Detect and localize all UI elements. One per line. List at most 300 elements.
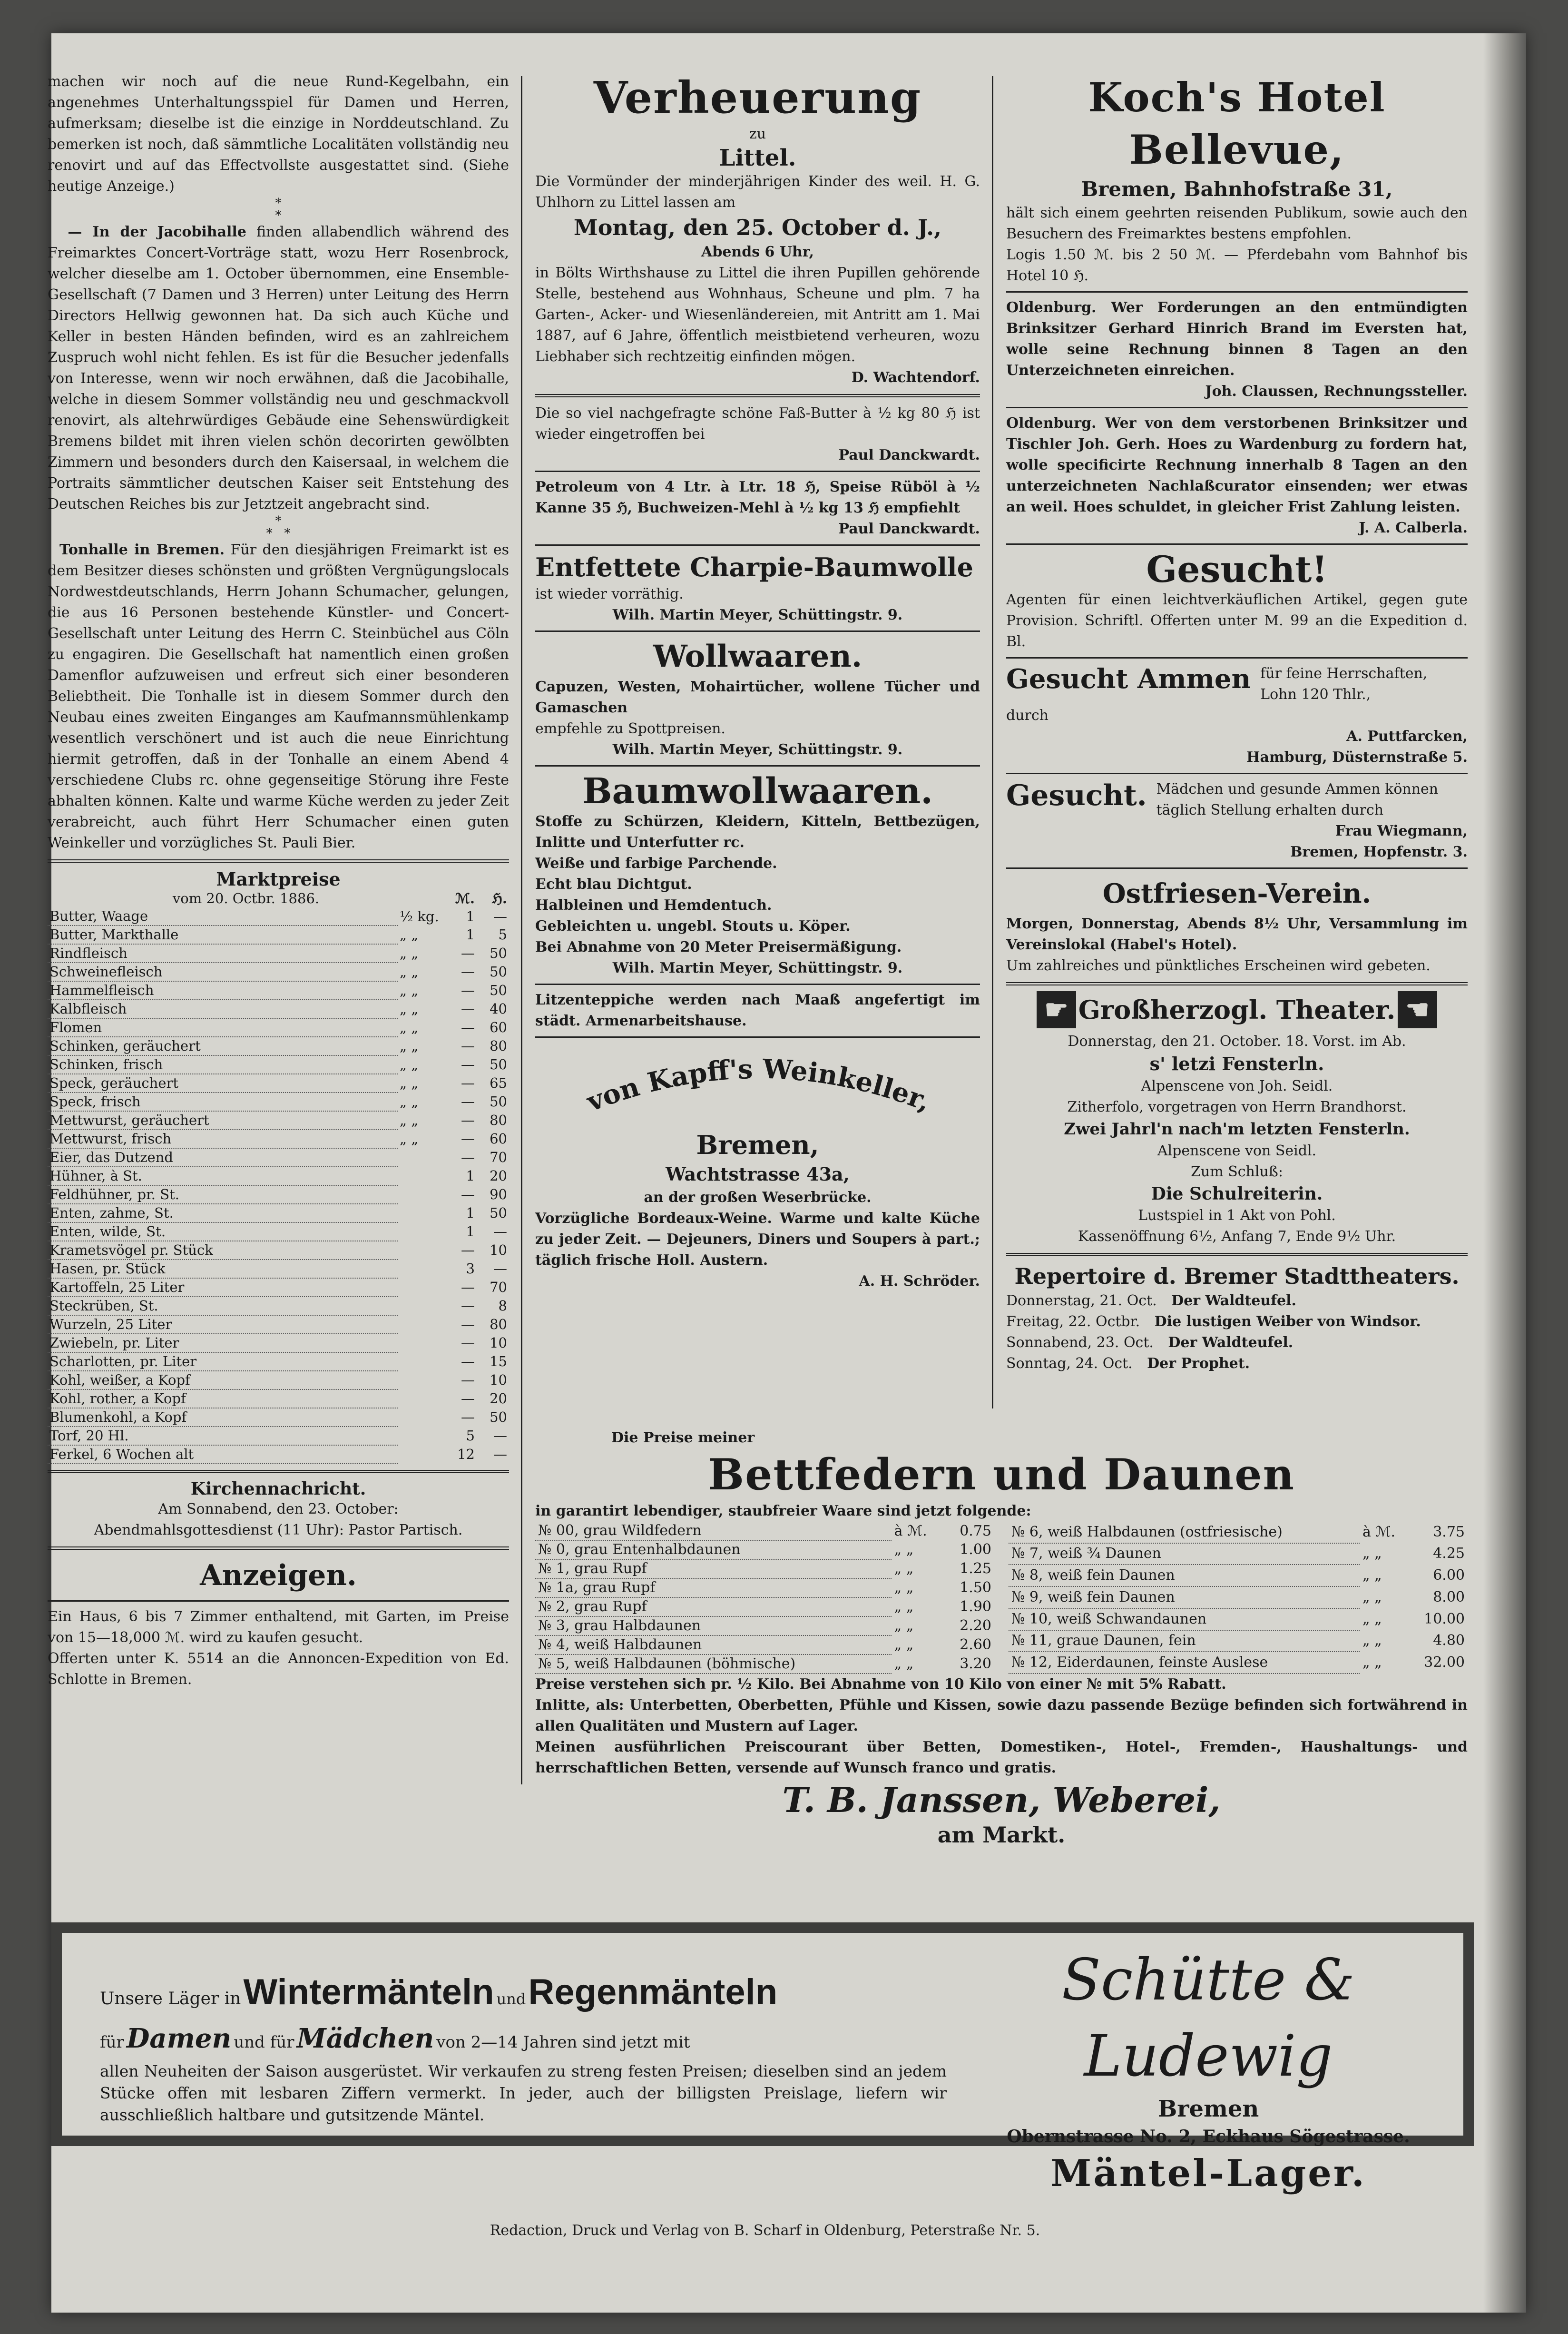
maentel-ad xyxy=(51,1922,1474,2195)
rule xyxy=(535,630,980,632)
maentel-subline: für Damen und für Mädchen von 2—14 Jahren sind jetzt mit xyxy=(100,2023,690,2054)
rule xyxy=(1006,1253,1468,1256)
bettfedern-text: Meinen ausführlichen Preiscourant über Betten, Domestiken-, Hotel-, Fremden-, Haushaltungs- und herrschaftlichen Betten, versende auf Wunsch franco und gratis. xyxy=(535,1739,1468,1776)
market-unit xyxy=(398,1315,444,1334)
bettfedern-text: Preise verstehen sich pr. ½ Kilo. Bei Abnahme von 10 Kilo von einer № mit 5% Rabatt. xyxy=(535,1676,1226,1693)
maentel-ad-text xyxy=(100,1971,947,2126)
maentel-headline: Unsere Läger in Wintermänteln und Regenmänteln xyxy=(100,1972,778,2012)
church-line: Abendmahlsgottesdienst (11 Uhr): Pastor Partisch. xyxy=(94,1522,463,1538)
bett-unit: „ „ xyxy=(1362,1567,1382,1584)
ad-text: Ein Haus, 6 bis 7 Zimmer enthaltend, mit Garten, im Preise von 15—18,000 ℳ. wird zu kaufen gesucht. xyxy=(48,1608,509,1646)
market-unit: „ „ xyxy=(400,1093,419,1110)
theater-line: Lustspiel in 1 Akt von Pohl. xyxy=(1138,1207,1336,1224)
table-row xyxy=(48,1445,509,1464)
notice-text: Oldenburg. Wer Forderungen an den entmündigten Brinksitzer Gerhard Hinrich Brand im Eversten hat, wolle seine Rechnung binnen 8 Tagen an den Unterzeichneten einreichen. xyxy=(1006,299,1468,379)
table-row xyxy=(48,1093,509,1111)
bettfedern-intro: in garantirt lebendiger, staubfreier Waare sind jetzt folgende: xyxy=(535,1503,1031,1519)
hotel-text: hält sich einem geehrten reisenden Publikum, sowie auch den Besuchern des Freimarktes bestens empfohlen. xyxy=(1006,205,1468,242)
bett-item: № 3, grau Halbdaunen xyxy=(535,1616,892,1635)
market-pfennig: 40 xyxy=(490,1001,507,1017)
bett-price: 2.20 xyxy=(960,1617,991,1634)
market-pfennig: 10 xyxy=(490,1335,507,1351)
bett-item: № 0, grau Entenhalbdaunen xyxy=(535,1540,892,1559)
signature: Wilh. Martin Meyer, Schüttingstr. 9. xyxy=(612,607,903,623)
table-row xyxy=(48,1427,509,1445)
rule xyxy=(535,394,980,397)
market-item: Schinken, frisch xyxy=(48,1055,398,1074)
verheuerung-text: in Bölts Wirthshause zu Littel die ihren Pupillen gehörende Stelle, bestehend aus Wohnhaus, Scheune und plm. 7 ha Garten-, Acker- und Wiesenländereien, mit Antritt am 1. Mai 1887, auf 6 Jahre, öffentlich meistbietend verheuren, wozu Liebhaber sich rechtzeitig einfinden mögen. xyxy=(535,265,980,365)
bett-price: 1.00 xyxy=(960,1541,991,1558)
market-item: Krametsvögel pr. Stück xyxy=(48,1241,398,1260)
market-item: Butter, Waage xyxy=(48,907,398,926)
market-item: Enten, wilde, St. xyxy=(48,1222,398,1241)
market-mark: — xyxy=(461,1093,475,1110)
market-mark: — xyxy=(461,1149,475,1165)
bett-item: № 1a, grau Rupf xyxy=(535,1578,892,1597)
bett-item: № 8, weiß fein Daunen xyxy=(1009,1565,1360,1586)
rule xyxy=(535,984,980,985)
table-row xyxy=(48,1018,509,1037)
market-unit: „ „ xyxy=(400,1075,419,1091)
bett-item: № 00, grau Wildfedern xyxy=(535,1522,892,1540)
column-middle xyxy=(535,71,980,1292)
brand-city: Bremen xyxy=(1157,2096,1259,2122)
market-item: Speck, frisch xyxy=(48,1093,398,1111)
market-pfennig: — xyxy=(493,908,507,925)
market-mark: — xyxy=(461,1038,475,1054)
table-row xyxy=(48,1074,509,1093)
bettfedern-signature: am Markt. xyxy=(937,1822,1066,1848)
market-price-table: vom 20. Octbr. 1886. ℳ. ℌ. Butter, Waage ½ kg. 1 — Butter, Markthalle „ „ 1 5 Rindfleisch „ „ — 50 Schweinefleisch „ „ — 50 Hammelfleisch „ „ — 50 Kalbfleisch „ „ — 40 Flomen „ „ — 60 Schinken, geräuchert „ „ — 80 Schinken, frisch „ „ — 50 Speck, geräuchert „ „ — 65 Speck, frisch „ „ — 50 Mettwurst, geräuchert „ „ — 80 Mettwurst, frisch „ „ — 60 Eier, das Dutzend — 70 Hühner, à St. 1 20 Feldhühner, pr. St. — 90 Enten, zahme, St. 1 50 Enten, wilde, St. 1 — Krametsvögel pr. Stück — 10 Hasen, pr. Stück 3 — Kartoffeln, 25 Liter — 70 Steckrüben, St. — 8 Wurzeln, 25 Liter — 80 Zwiebeln, pr. Liter — 10 Scharlotten, pr. Liter — 15 Kohl, weißer, a Kopf — 10 Kohl, rother, a Kopf — 20 Blumenkohl, a Kopf — 50 Torf, 20 Hl. 5 — Ferkel, 6 Wochen alt 12 — xyxy=(48,890,509,1464)
imprint: Redaction, Druck und Verlag von B. Scharf in Oldenburg, Peterstraße Nr. 5. xyxy=(490,2222,1040,2239)
bett-price: 10.00 xyxy=(1424,1610,1465,1627)
weinkeller-address: an der großen Weserbrücke. xyxy=(644,1189,872,1206)
market-mark: 3 xyxy=(466,1261,475,1277)
signature: Bremen, Hopfenstr. 3. xyxy=(1290,844,1468,860)
theater-line: Zitherfolo, vorgetragen von Herrn Brandhorst. xyxy=(1067,1099,1407,1115)
table-row xyxy=(535,1522,994,1540)
market-mark: — xyxy=(461,982,475,998)
bett-unit: „ „ xyxy=(894,1560,914,1577)
table-row xyxy=(1009,1630,1468,1652)
rule xyxy=(48,859,509,863)
market-pfennig: — xyxy=(493,1261,507,1277)
market-unit: „ „ xyxy=(400,1001,419,1017)
signature: Paul Danckwardt. xyxy=(838,521,980,537)
rule xyxy=(535,765,980,767)
table-row xyxy=(1009,1586,1468,1608)
table-row xyxy=(48,1297,509,1315)
repertoire-title: Repertoire d. Bremer Stadttheaters. xyxy=(1014,1263,1460,1289)
verein-text: Um zahlreiches und pünktliches Erscheinen wird gebeten. xyxy=(1006,957,1431,974)
pointing-hand-icon: ☚ xyxy=(1398,991,1437,1028)
theater-play: Zwei Jahrl'n nach'm letzten Fensterln. xyxy=(1064,1120,1410,1139)
market-mark: 5 xyxy=(466,1428,475,1444)
wollwaaren-text: empfehle zu Spottpreisen. xyxy=(535,720,725,737)
market-unit: „ „ xyxy=(400,1056,419,1073)
signature: J. A. Calberla. xyxy=(1359,520,1468,536)
bett-unit: „ „ xyxy=(894,1617,914,1634)
table-row xyxy=(1009,1522,1468,1543)
rule xyxy=(1006,407,1468,408)
market-unit: „ „ xyxy=(400,1112,419,1128)
charpie-text: ist wieder vorräthig. xyxy=(535,586,684,602)
rule xyxy=(1006,867,1468,869)
market-mark: — xyxy=(461,1335,475,1351)
separator-stars: * * xyxy=(275,196,282,223)
theater-title: Großherzogl. Theater. xyxy=(1078,995,1396,1025)
signature: Hamburg, Düsternstraße 5. xyxy=(1246,749,1468,766)
column-divider xyxy=(521,76,522,1784)
verheuerung-place: Littel. xyxy=(719,145,796,171)
market-unit: ½ kg. xyxy=(400,908,439,925)
list-item: Halbleinen und Hemdentuch. xyxy=(535,897,772,914)
bett-price: 1.25 xyxy=(960,1560,991,1577)
market-mark: — xyxy=(461,1353,475,1369)
butter-ad: Die so viel nachgefragte schöne Faß-Butter à ½ kg 80 ℌ ist wieder eingetroffen bei xyxy=(535,405,980,443)
market-pfennig: 60 xyxy=(490,1131,507,1147)
signature: Wilh. Martin Meyer, Schüttingstr. 9. xyxy=(612,960,903,976)
rule xyxy=(1006,982,1468,985)
bettfedern-signature: T. B. Janssen, Weberei, xyxy=(782,1780,1221,1820)
table-row xyxy=(535,1616,994,1635)
market-item: Eier, das Dutzend xyxy=(48,1148,398,1167)
rule xyxy=(1006,291,1468,293)
bett-item: № 1, grau Rupf xyxy=(535,1559,892,1578)
market-pfennig: 90 xyxy=(490,1186,507,1202)
market-pfennig: 50 xyxy=(490,982,507,998)
table-row xyxy=(48,1371,509,1389)
ad-text: Offerten unter K. 5514 an die Annoncen-Expedition von Ed. Schlotte in Bremen. xyxy=(48,1650,509,1688)
market-mark: — xyxy=(461,1372,475,1388)
market-mark: 1 xyxy=(466,908,475,925)
market-pfennig: — xyxy=(493,1446,507,1462)
market-item: Flomen xyxy=(48,1018,398,1037)
rule xyxy=(1006,543,1468,545)
theater-line: Alpenscene von Seidl. xyxy=(1157,1142,1317,1159)
repertoire-play: Der Waldteufel. xyxy=(1163,1334,1294,1351)
bett-price: 2.60 xyxy=(960,1636,991,1653)
ads-title: Anzeigen. xyxy=(200,1559,357,1592)
table-row xyxy=(1009,1565,1468,1586)
market-item: Schinken, geräuchert xyxy=(48,1037,398,1055)
weinkeller-address: Wachtstrasse 43a, xyxy=(666,1163,850,1185)
table-row xyxy=(48,1389,509,1408)
page-edge xyxy=(1483,33,1526,2313)
table-row xyxy=(1009,1543,1468,1565)
repertoire-row xyxy=(1006,1353,1468,1374)
market-item: Hühner, à St. xyxy=(48,1167,398,1185)
market-pfennig: 15 xyxy=(490,1353,507,1369)
bett-price: 4.80 xyxy=(1433,1632,1465,1649)
market-date: vom 20. Octbr. 1886. xyxy=(172,890,320,906)
baumwolle-text: Bei Abnahme von 20 Meter Preisermäßigung. xyxy=(535,939,902,955)
table-row xyxy=(48,963,509,981)
repertoire-date: Donnerstag, 21. Oct. xyxy=(1006,1292,1157,1309)
weinkeller-title: von Kapff's Weinkeller, xyxy=(582,1053,935,1118)
theater-play: Die Schulreiterin. xyxy=(1151,1184,1323,1204)
market-unit: „ „ xyxy=(400,1131,419,1147)
table-row xyxy=(48,1148,509,1167)
table-row xyxy=(1009,1608,1468,1630)
table-row xyxy=(48,1055,509,1074)
market-pfennig: 80 xyxy=(490,1316,507,1332)
bett-price: 6.00 xyxy=(1433,1567,1465,1584)
table-row xyxy=(48,1241,509,1260)
verheuerung-time: Abends 6 Uhr, xyxy=(701,244,814,260)
signature: Wilh. Martin Meyer, Schüttingstr. 9. xyxy=(612,741,903,758)
gesucht2-ad xyxy=(1006,779,1468,821)
market-pfennig: 50 xyxy=(490,945,507,961)
market-mark: — xyxy=(461,1390,475,1407)
market-mark: 1 xyxy=(466,1205,475,1221)
bett-price: 8.00 xyxy=(1433,1588,1465,1605)
bett-price: 3.75 xyxy=(1433,1524,1465,1541)
baumwolle-list xyxy=(535,853,980,937)
maentel-text: allen Neuheiten der Saison ausgerüstet. Wir verkaufen zu streng festen Preisen; dieselben sind an jedem Stücke offen mit lesbaren Ziffern vermerkt. In jeder, auch der billigsten Preislage, liefern wir ausschließlich haltbare und gutsitzende Mäntel. xyxy=(100,2062,947,2124)
rule xyxy=(1006,657,1468,659)
market-item: Blumenkohl, a Kopf xyxy=(48,1408,398,1427)
market-item: Kohl, rother, a Kopf xyxy=(48,1389,398,1408)
signature: A. Puttfarcken, xyxy=(1346,728,1468,745)
bett-price: 0.75 xyxy=(960,1522,991,1539)
rule xyxy=(535,471,980,472)
bett-item: № 9, weiß fein Daunen xyxy=(1009,1586,1360,1608)
market-item: Zwiebeln, pr. Liter xyxy=(48,1334,398,1352)
market-mark: — xyxy=(461,945,475,961)
church-line: Am Sonnabend, den 23. October: xyxy=(158,1501,399,1517)
rule xyxy=(535,1036,980,1038)
market-item: Feldhühner, pr. St. xyxy=(48,1185,398,1204)
theater-line: Kassenöffnung 6½, Anfang 7, Ende 9½ Uhr. xyxy=(1078,1228,1396,1245)
market-mark: — xyxy=(461,1131,475,1147)
wollwaaren-text: Capuzen, Westen, Mohairtücher, wollene Tücher und Gamaschen xyxy=(535,679,980,716)
table-row xyxy=(535,1540,994,1559)
bett-unit: „ „ xyxy=(1362,1654,1382,1671)
bett-item: № 11, graue Daunen, fein xyxy=(1009,1630,1360,1652)
market-unit xyxy=(398,1389,444,1408)
brand-logo: Schütte & Ludewig xyxy=(1061,1947,1355,2089)
bett-unit: „ „ xyxy=(1362,1545,1382,1562)
table-row xyxy=(535,1559,994,1578)
table-row xyxy=(535,1635,994,1654)
market-item: Kartoffeln, 25 Liter xyxy=(48,1278,398,1297)
market-pfennig: 50 xyxy=(490,1409,507,1425)
market-item: Hasen, pr. Stück xyxy=(48,1260,398,1278)
bett-unit: „ „ xyxy=(894,1579,914,1596)
theater-line: Alpenscene von Joh. Seidl. xyxy=(1141,1078,1333,1094)
article-paragraph: — In der Jacobihalle finden allabendlich während des Freimarktes Concert-Vorträge statt, wozu Herr Rosenbrock, welcher dieselbe am 1. October übernommen, eine Ensemble-Gesellschaft (7 Damen und 3 Herren) unter Leitung des Herrn Directors Hellwig gewonnen hat. Da sich auch Küche und Keller in besten Händen befinden, wird es an zahlreichem Zuspruch wohl nicht fehlen. Es ist für die Besucher jedenfalls von Interesse, wenn wir noch erwähnen, daß die Jacobihalle, welche in diesem Sommer vollständig neu und geschmackvoll renovirt, als altehrwürdiges Gebäude eine Sehenswürdigkeit Bremens bildet mit ihren vielen schön decorirten gewölbten Zimmern und besonders durch den Kaisersaal, in welchem die Portraits sämmtlicher deutschen Kaiser seit Entstehung des Deutschen Reiches bis zur Jetztzeit angebracht sind. xyxy=(48,224,509,512)
market-item: Scharlotten, pr. Liter xyxy=(48,1352,398,1371)
verheuerung-text: Die Vormünder der minderjährigen Kinder des weil. H. G. Uhlhorn zu Littel lassen am xyxy=(535,173,980,211)
market-pfennig: 10 xyxy=(490,1372,507,1388)
market-title: Marktpreise xyxy=(216,868,341,890)
market-unit xyxy=(398,1445,444,1464)
bett-price: 3.20 xyxy=(960,1655,991,1672)
market-unit xyxy=(398,1241,444,1260)
wollwaaren-title: Wollwaaren. xyxy=(653,639,862,674)
verheuerung-title: Verheuerung xyxy=(593,72,922,123)
market-unit xyxy=(398,1352,444,1371)
gesucht2-title: Gesucht. xyxy=(1006,779,1147,812)
table-row xyxy=(48,907,509,926)
market-item: Butter, Markthalle xyxy=(48,926,398,944)
list-item: Weiße und farbige Parchende. xyxy=(535,855,777,872)
weinkeller-arc xyxy=(535,1043,980,1128)
bett-item: № 4, weiß Halbdaunen xyxy=(535,1635,892,1654)
bett-item: № 10, weiß Schwandaunen xyxy=(1009,1608,1360,1630)
maentel-brand-block xyxy=(956,1942,1460,2197)
market-unit: „ „ xyxy=(400,1019,419,1035)
market-pfennig: 80 xyxy=(490,1038,507,1054)
bett-price: 4.25 xyxy=(1433,1545,1465,1562)
rule xyxy=(48,1600,509,1602)
market-item: Mettwurst, geräuchert xyxy=(48,1111,398,1130)
rule xyxy=(1006,773,1468,774)
table-row xyxy=(48,1167,509,1185)
svg-text:von Kapff's Weinkeller, xyxy=(582,1054,935,1118)
market-unit xyxy=(398,1371,444,1389)
bett-item: № 7, weiß ¾ Daunen xyxy=(1009,1543,1360,1565)
column-right xyxy=(1006,71,1468,1374)
table-row xyxy=(48,1130,509,1148)
repertoire-play: Der Prophet. xyxy=(1142,1355,1250,1372)
table-row xyxy=(48,1185,509,1204)
market-item: Rindfleisch xyxy=(48,944,398,963)
market-pfennig: 50 xyxy=(490,1205,507,1221)
bettfedern-ad xyxy=(535,1428,1468,1848)
table-row xyxy=(48,1222,509,1241)
market-unit xyxy=(398,1260,444,1278)
market-pfennig: 50 xyxy=(490,1056,507,1073)
table-row xyxy=(48,1408,509,1427)
verein-title: Ostfriesen-Verein. xyxy=(1102,878,1372,909)
market-mark: — xyxy=(461,1316,475,1332)
table-row xyxy=(48,944,509,963)
column-left xyxy=(48,71,509,1690)
market-mark: — xyxy=(461,1279,475,1295)
market-pfennig: 50 xyxy=(490,964,507,980)
signature: Frau Wiegmann, xyxy=(1335,823,1468,839)
market-unit: „ „ xyxy=(400,982,419,998)
market-pfennig: 70 xyxy=(490,1149,507,1165)
bett-item: № 6, weiß Halbdaunen (ostfriesische) xyxy=(1009,1522,1360,1543)
market-item: Steckrüben, St. xyxy=(48,1297,398,1315)
bettfedern-price-table-left xyxy=(535,1522,994,1674)
market-pfennig: 10 xyxy=(490,1242,507,1258)
market-pfennig: 50 xyxy=(490,1093,507,1110)
brand-slogan: Mäntel-Lager. xyxy=(1050,2152,1366,2195)
bett-item: № 12, Eiderdaunen, feinste Auslese xyxy=(1009,1652,1360,1674)
article-paragraph: machen wir noch auf die neue Rund-Kegelbahn, ein angenehmes Unterhaltungsspiel für Damen und Herren, aufmerksam; dieselbe ist die einzige in Norddeutschland. Zu bemerken ist noch, daß sämmtliche Localitäten vollständig neu renovirt und auf das Effectvollste ausgestattet sind. (Siehe heutige Anzeige.) xyxy=(48,73,509,195)
market-mark: — xyxy=(461,1409,475,1425)
market-mark: — xyxy=(461,1112,475,1128)
table-row xyxy=(48,1037,509,1055)
bett-price: 32.00 xyxy=(1424,1654,1465,1671)
table-row xyxy=(1009,1652,1468,1674)
table-row xyxy=(535,1578,994,1597)
market-mark: — xyxy=(461,1186,475,1202)
list-item: Gebleichten u. ungebl. Stouts u. Köper. xyxy=(535,918,851,935)
market-mark: — xyxy=(461,1075,475,1091)
bett-price: 1.50 xyxy=(960,1579,991,1596)
verein-text: Morgen, Donnerstag, Abends 8½ Uhr, Versammlung im Vereinslokal (Habel's Hotel). xyxy=(1006,916,1468,953)
market-pfennig: — xyxy=(493,1223,507,1240)
market-item: Speck, geräuchert xyxy=(48,1074,398,1093)
petroleum-ad: Petroleum von 4 Ltr. à Ltr. 18 ℌ, Speise Rüböl à ½ Kanne 35 ℌ, Buchweizen-Mehl à ½ kg 13 ℌ empfiehlt xyxy=(535,479,980,516)
bett-unit: „ „ xyxy=(894,1636,914,1653)
market-mark: 1 xyxy=(466,926,475,943)
market-item: Torf, 20 Hl. xyxy=(48,1427,398,1445)
repertoire-date: Freitag, 22. Octbr. xyxy=(1006,1313,1140,1330)
table-row xyxy=(48,1278,509,1297)
gesucht2-text: Mädchen und gesunde Ammen können täglich Stellung erhalten durch xyxy=(1156,781,1439,818)
bett-item: № 5, weiß Halbdaunen (böhmische) xyxy=(535,1654,892,1674)
bett-item: № 2, grau Rupf xyxy=(535,1597,892,1616)
ammen-ad xyxy=(1006,663,1468,705)
market-unit xyxy=(398,1167,444,1185)
bettfedern-price-table-right xyxy=(1009,1522,1468,1674)
market-mark: — xyxy=(461,1001,475,1017)
signature: Joh. Claussen, Rechnungssteller. xyxy=(1205,383,1468,400)
repertoire-date: Sonnabend, 23. Oct. xyxy=(1006,1334,1154,1351)
theater-play: s' letzi Fensterln. xyxy=(1149,1053,1324,1074)
market-unit xyxy=(398,1185,444,1204)
market-unit: „ „ xyxy=(400,945,419,961)
market-unit xyxy=(398,1222,444,1241)
signature: A. H. Schröder. xyxy=(859,1273,980,1290)
table-row xyxy=(535,1654,994,1674)
table-row xyxy=(48,981,509,1000)
market-item: Kohl, weißer, a Kopf xyxy=(48,1371,398,1389)
weinkeller-text: Vorzügliche Bordeaux-Weine. Warme und kalte Küche zu jeder Zeit. — Dejeuners, Diners und Soupers à part.; täglich frische Holl. Austern. xyxy=(535,1210,980,1269)
gesucht-text: Agenten für einen leichtverkäuflichen Artikel, gegen gute Provision. Schriftl. Offerten unter M. 99 an die Expedition d. Bl. xyxy=(1006,591,1468,650)
market-mark: — xyxy=(461,1019,475,1035)
repertoire-play: Der Waldteufel. xyxy=(1166,1292,1296,1309)
market-item: Mettwurst, frisch xyxy=(48,1130,398,1148)
article-paragraph: Tonhalle in Bremen. Für den diesjährigen Freimarkt ist es dem Besitzer dieses schönsten und größten Vergnügungslocals Nordwestdeutschlands, Herrn Johann Schumacher, gelungen, die aus 16 Personen bestehende Künstler- und Concert-Gesellschaft unter Leitung des Herrn C. Steinbüchel aus Cöln zu engagiren. Die Gesellschaft hat namentlich einen großen Damenflor aufzuweisen und erfreut sich einer besonderen Beliebtheit. Die Tonhalle ist in diesem Sommer durch den Neubau eines zweiten Einganges am Kaufmannsmühlenkamp wesentlich verschönert und ist auch die neue Einrichtung hiermit getroffen, daß in der Tonhalle an einem Abend 4 verschiedene Clubs rc. ohne gegenseitige Störung ihre Feste abhalten können. Kalte und warme Küche werden zu jeder Zeit verabreicht, auch führt Herr Schumacher einen guten Weinkeller und vorzügliches St. Pauli Bier. xyxy=(48,542,510,851)
market-unit xyxy=(398,1408,444,1427)
market-mark: — xyxy=(461,1242,475,1258)
market-item: Hammelfleisch xyxy=(48,981,398,1000)
column-divider xyxy=(992,76,993,1408)
theater-line: Zum Schluß: xyxy=(1191,1163,1283,1180)
bettfedern-price-tables xyxy=(535,1522,1468,1674)
market-unit: „ „ xyxy=(400,926,419,943)
table-row xyxy=(48,926,509,944)
notice-text: Oldenburg. Wer von dem verstorbenen Brinksitzer und Tischler Joh. Gerh. Hoes zu Wardenburg zu fordern hat, wolle specificirte Rechnung innerhalb 8 Tagen an den unterzeichneten Nachlaßcurator einsenden; wer etwas an weil. Hoes schuldet, in gleicher Frist Zahlung leisten. xyxy=(1006,415,1468,515)
market-mark: — xyxy=(461,1298,475,1314)
rule xyxy=(48,1546,509,1550)
market-unit xyxy=(398,1278,444,1297)
rule xyxy=(535,544,980,546)
ammen-title: Gesucht Ammen xyxy=(1006,663,1251,695)
repertoire-play: Die lustigen Weiber von Windsor. xyxy=(1149,1313,1421,1330)
market-pfennig: — xyxy=(493,1428,507,1444)
market-unit xyxy=(398,1297,444,1315)
litzenteppiche-ad: Litzenteppiche werden nach Maaß angefertigt im städt. Armenarbeitshause. xyxy=(535,992,980,1029)
hotel-title: Koch's Hotel Bellevue, xyxy=(1088,74,1386,173)
ammen-text: durch xyxy=(1006,707,1049,724)
repertoire-row xyxy=(1006,1332,1468,1353)
market-unit xyxy=(398,1334,444,1352)
bettfedern-pre: Die Preise meiner xyxy=(611,1429,755,1446)
market-pfennig: 70 xyxy=(490,1279,507,1295)
market-pfennig: 60 xyxy=(490,1019,507,1035)
market-unit xyxy=(398,1148,444,1167)
market-unit: „ „ xyxy=(400,1038,419,1054)
baumwolle-title: Baumwollwaaren. xyxy=(582,771,933,812)
